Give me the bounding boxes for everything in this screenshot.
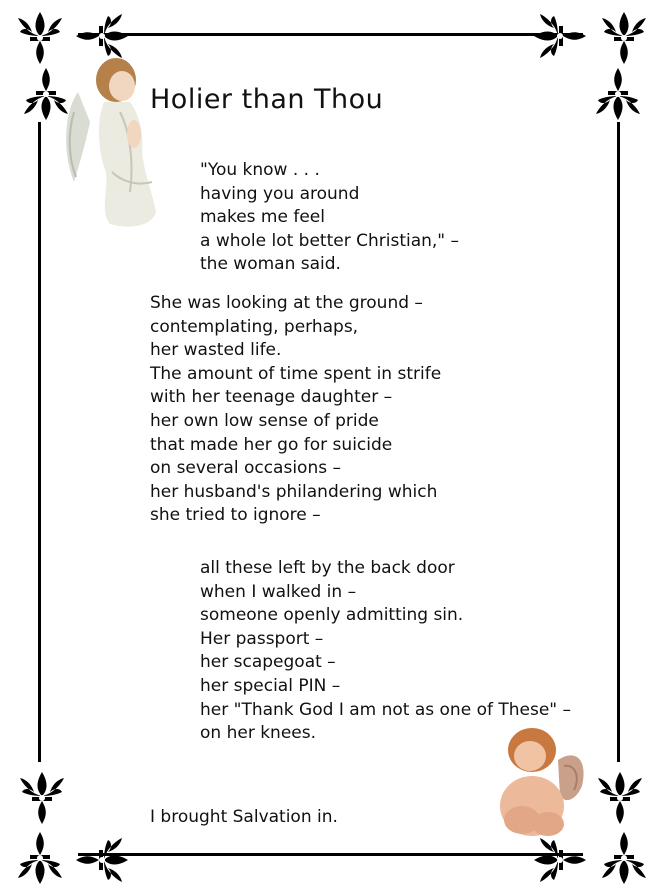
frame-right-line: [617, 122, 620, 762]
fleur-de-lis-icon: [594, 8, 654, 68]
stanza-2: [150, 292, 441, 528]
poem-line: her wasted life.: [150, 340, 282, 361]
poem-line: all these left by the back door: [200, 558, 455, 578]
poem-line: on several occasions –: [150, 458, 341, 479]
poem-line: her special PIN –: [200, 675, 341, 696]
poem-line: on her knees.: [200, 723, 317, 744]
poem-line: Her passport –: [200, 628, 324, 649]
poem-line: her "Thank God I am not as one of These" –: [200, 699, 572, 720]
fleur-de-lis-icon: [594, 828, 654, 888]
poem-line: "You know . . .: [200, 160, 320, 180]
fleur-de-lis-icon: [588, 64, 648, 124]
poem-line: her husband's philandering which: [150, 481, 438, 502]
fleur-de-lis-icon: [590, 768, 650, 828]
poem-line: contemplating, perhaps,: [150, 316, 359, 337]
stanza-1: [200, 159, 459, 277]
stanza-3: [200, 557, 571, 746]
fleur-de-lis-icon: [72, 830, 132, 890]
poem-line: when I walked in –: [200, 581, 357, 602]
poem-line: her own low sense of pride: [150, 410, 379, 431]
poem-line: the woman said.: [200, 254, 341, 275]
poem-line: She was looking at the ground –: [150, 293, 423, 313]
seated-angel-icon: [60, 52, 160, 232]
closing-line: I brought Salvation in.: [150, 807, 338, 827]
poem-title: Holier than Thou: [150, 84, 384, 115]
poem-line: having you around: [200, 183, 360, 204]
poem-line: someone openly admitting sin.: [200, 605, 464, 626]
frame-top-line: [78, 33, 583, 36]
frame-bottom-line: [78, 853, 583, 856]
fleur-de-lis-icon: [530, 6, 590, 66]
poem-line: a whole lot better Christian," –: [200, 230, 460, 251]
poem-line: her scapegoat –: [200, 652, 336, 673]
poem-line: makes me feel: [200, 207, 325, 228]
poem-line: with her teenage daughter –: [150, 387, 393, 408]
frame-left-line: [38, 122, 41, 762]
fleur-de-lis-icon: [10, 828, 70, 888]
poem-line: The amount of time spent in strife: [150, 363, 442, 384]
poem-line: she tried to ignore –: [150, 505, 321, 526]
fleur-de-lis-icon: [12, 768, 72, 828]
poem-line: that made her go for suicide: [150, 434, 393, 455]
